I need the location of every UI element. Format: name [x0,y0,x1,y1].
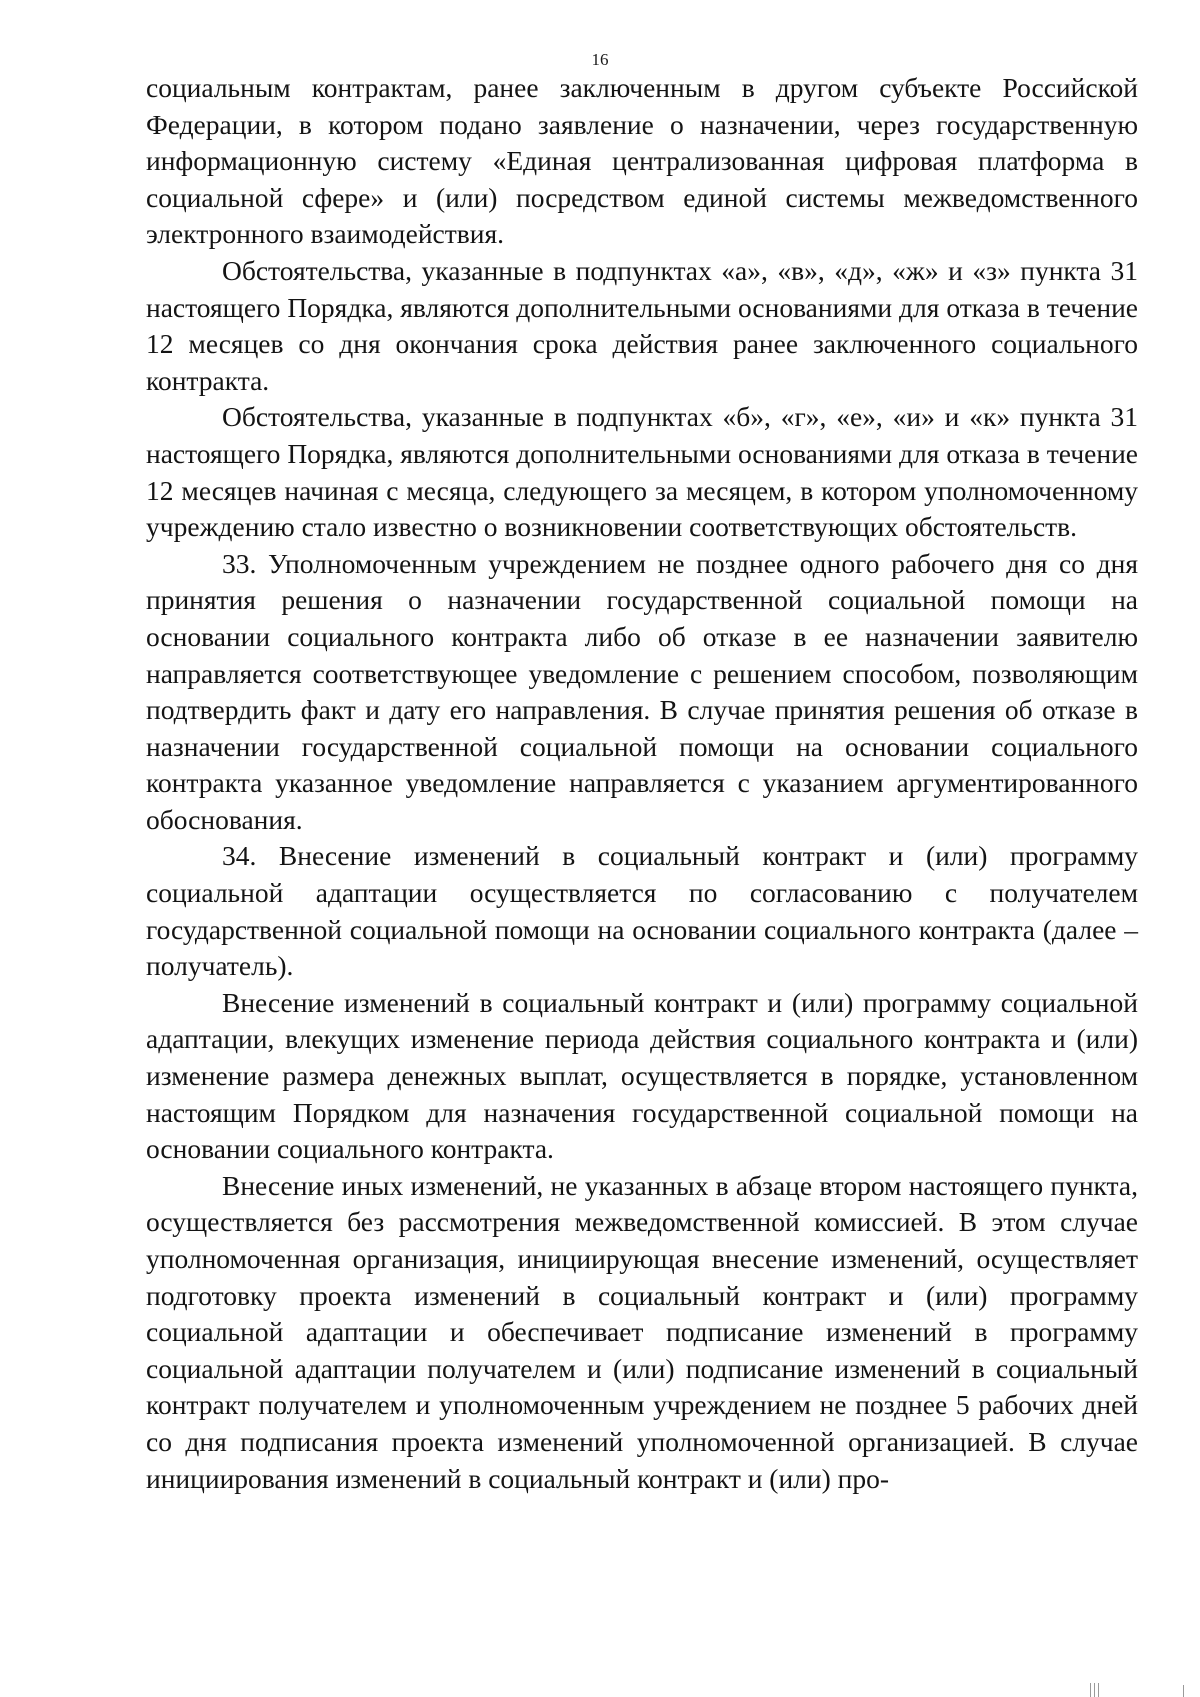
paragraph-circumstances-b: Обстоятельства, указанные в подпунктах «б», «г», «е», «и» и «к» пункта 31 настоящего Порядка, являются дополнительными основаниями для отказа в течение 12 месяцев начиная с месяца, следующего за месяцем, в котором уполномоченному учреждению стало известно о возникновении соответствующих обстоятельств. [146,401,1138,543]
page-number: 16 [591,50,609,69]
scan-artifact-mark [1183,1685,1184,1697]
scan-artifact-mark [1098,1683,1099,1697]
paragraph-continuation: социальным контрактам, ранее заключенным в другом субъекте Российской Федерации, в котором подано заявление о назначении, через государственную информационную систему «Единая централизованная цифровая платформа в социальной сфере» и (или) посредством единой системы межведомственного электронного взаимодействия. [146,72,1138,250]
scan-artifact-mark [1090,1683,1091,1697]
scan-artifact-mark [1094,1683,1095,1697]
paragraph-item-33: 33. Уполномоченным учреждением не позднее одного рабочего дня со дня принятия решения о назначении государственной социальной помощи на основании социального контракта либо об отказе в ее назначении заявителю направляется соответствующее уведомление с решением способом, позволяющим подтвердить факт и дату его направления. В случае принятия решения об отказе в назначении государственной социальной помощи на основании социального контракта указанное уведомление направляется с указанием аргументированного обоснования. [146,547,1138,835]
paragraph-item-34-third: Внесение иных изменений, не указанных в абзаце втором настоящего пункта, осуществляется без рассмотрения межведомственной комиссией. В этом случае уполномоченная организация, инициирующая внесение изменений, осуществляет подготовку проекта изменений в социальный контракт и (или) программу социальной адаптации и обеспечивает подписание изменений в программу социальной адаптации получателем и (или) подписание изменений в социальный контракт получателем и уполномоченным учреждением не позднее 5 рабочих дней со дня подписания проекта изменений уполномоченной организацией. В случае инициирования изменений в социальный контракт и (или) про- [146,1169,1138,1494]
document-body [146,70,1138,1497]
paragraph-circumstances-a: Обстоятельства, указанные в подпунктах «а», «в», «д», «ж» и «з» пункта 31 настоящего Порядка, являются дополнительными основаниями для отказа в течение 12 месяцев со дня окончания срока действия ранее заключенного социального контракта. [146,254,1138,396]
paragraph-item-34: 34. Внесение изменений в социальный контракт и (или) программу социальной адаптации осуществляется по согласованию с получателем государственной социальной помощи на основании социального контракта (далее – получатель). [146,840,1138,982]
paragraph-item-34-second: Внесение изменений в социальный контракт и (или) программу социальной адаптации, влекущих изменение периода действия социального контракта и (или) изменение размера денежных выплат, осуществляется в порядке, установленном настоящим Порядком для назначения государственной социальной помощи на основании социального контракта. [146,986,1138,1165]
